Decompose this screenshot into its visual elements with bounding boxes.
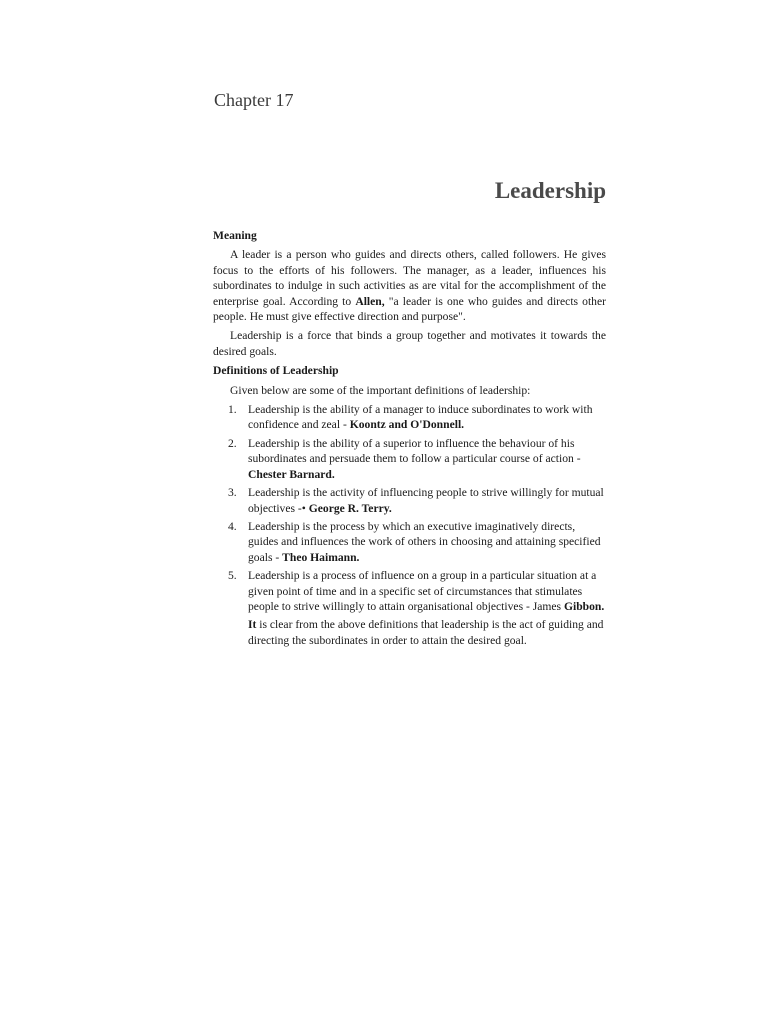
author-name: Chester Barnard. <box>248 467 335 481</box>
closing-lead-word: It <box>248 618 257 632</box>
section-heading-definitions: Definitions of Leadership <box>213 364 339 378</box>
author-name: Theo Haimann. <box>282 550 360 564</box>
paragraph-text: A leader is a person who guides and directs others, called followers. He gives focus to the efforts of his followers. The manager, as a leader, influences his subordinates to indulge in such activities as are vital for the accomplishment of the enterprise goal. According to <box>213 248 606 308</box>
list-item-text <box>248 402 606 433</box>
chapter-label: Chapter 17 <box>214 90 294 110</box>
list-item <box>213 519 606 565</box>
list-item-number: 3. <box>228 486 237 500</box>
quote-text: "a leader is one who guides and directs other people. He must give effective direction and purpose". <box>213 294 606 324</box>
paragraph-definitions-intro: Given below are some of the important definitions of leadership: <box>230 383 531 397</box>
list-item-text <box>248 485 606 516</box>
list-item-number: 5. <box>228 569 237 583</box>
list-item <box>213 568 606 614</box>
list-item-text <box>248 436 606 482</box>
list-item-text <box>248 519 606 565</box>
section-heading-meaning: Meaning <box>213 229 257 242</box>
list-item-number: 1. <box>228 403 237 417</box>
list-item-number: 4. <box>228 519 237 533</box>
definition-text: Leadership is a process of influence on a group in a particular situation at a given point of time and in a specific set of circumstances that stimulates people to strive willingly to attain organisational objectives - James <box>248 569 597 613</box>
closing-paragraph <box>248 617 606 648</box>
definition-text: Leadership is the ability of a manager to induce subordinates to work with confidence and zeal - <box>248 403 593 432</box>
list-item <box>213 485 606 516</box>
author-name: Allen, <box>355 294 385 308</box>
definition-text: Leadership is the activity of influencing people to strive willingly for mutual objectives -• <box>248 486 604 515</box>
author-name: George R. Terry. <box>308 501 392 515</box>
definition-text: Leadership is the ability of a superior to influence the behaviour of his subordinates and persuade them to follow a particular course of action - <box>248 436 581 466</box>
author-name: Koontz and O'Donnell. <box>349 418 465 432</box>
paragraph-meaning-1 <box>213 247 606 324</box>
closing-text: is clear from the above definitions that leadership is the act of guiding and directing the subordinates in order to attain the desired goal. <box>248 618 604 647</box>
page-title: Leadership <box>494 178 606 203</box>
paragraph-meaning-2: Leadership is a force that binds a group together and motivates it towards the desired goals. <box>213 329 606 358</box>
list-item <box>213 436 606 482</box>
document-body <box>213 228 606 648</box>
list-item-text <box>248 568 606 614</box>
definitions-list <box>213 402 606 614</box>
list-item-number: 2. <box>228 436 237 450</box>
list-item <box>213 402 606 433</box>
definition-text: Leadership is the process by which an executive imaginatively directs, guides and influences the work of others in choosing and attaining specified goals - <box>248 519 601 564</box>
author-name: Gibbon. <box>563 599 605 613</box>
